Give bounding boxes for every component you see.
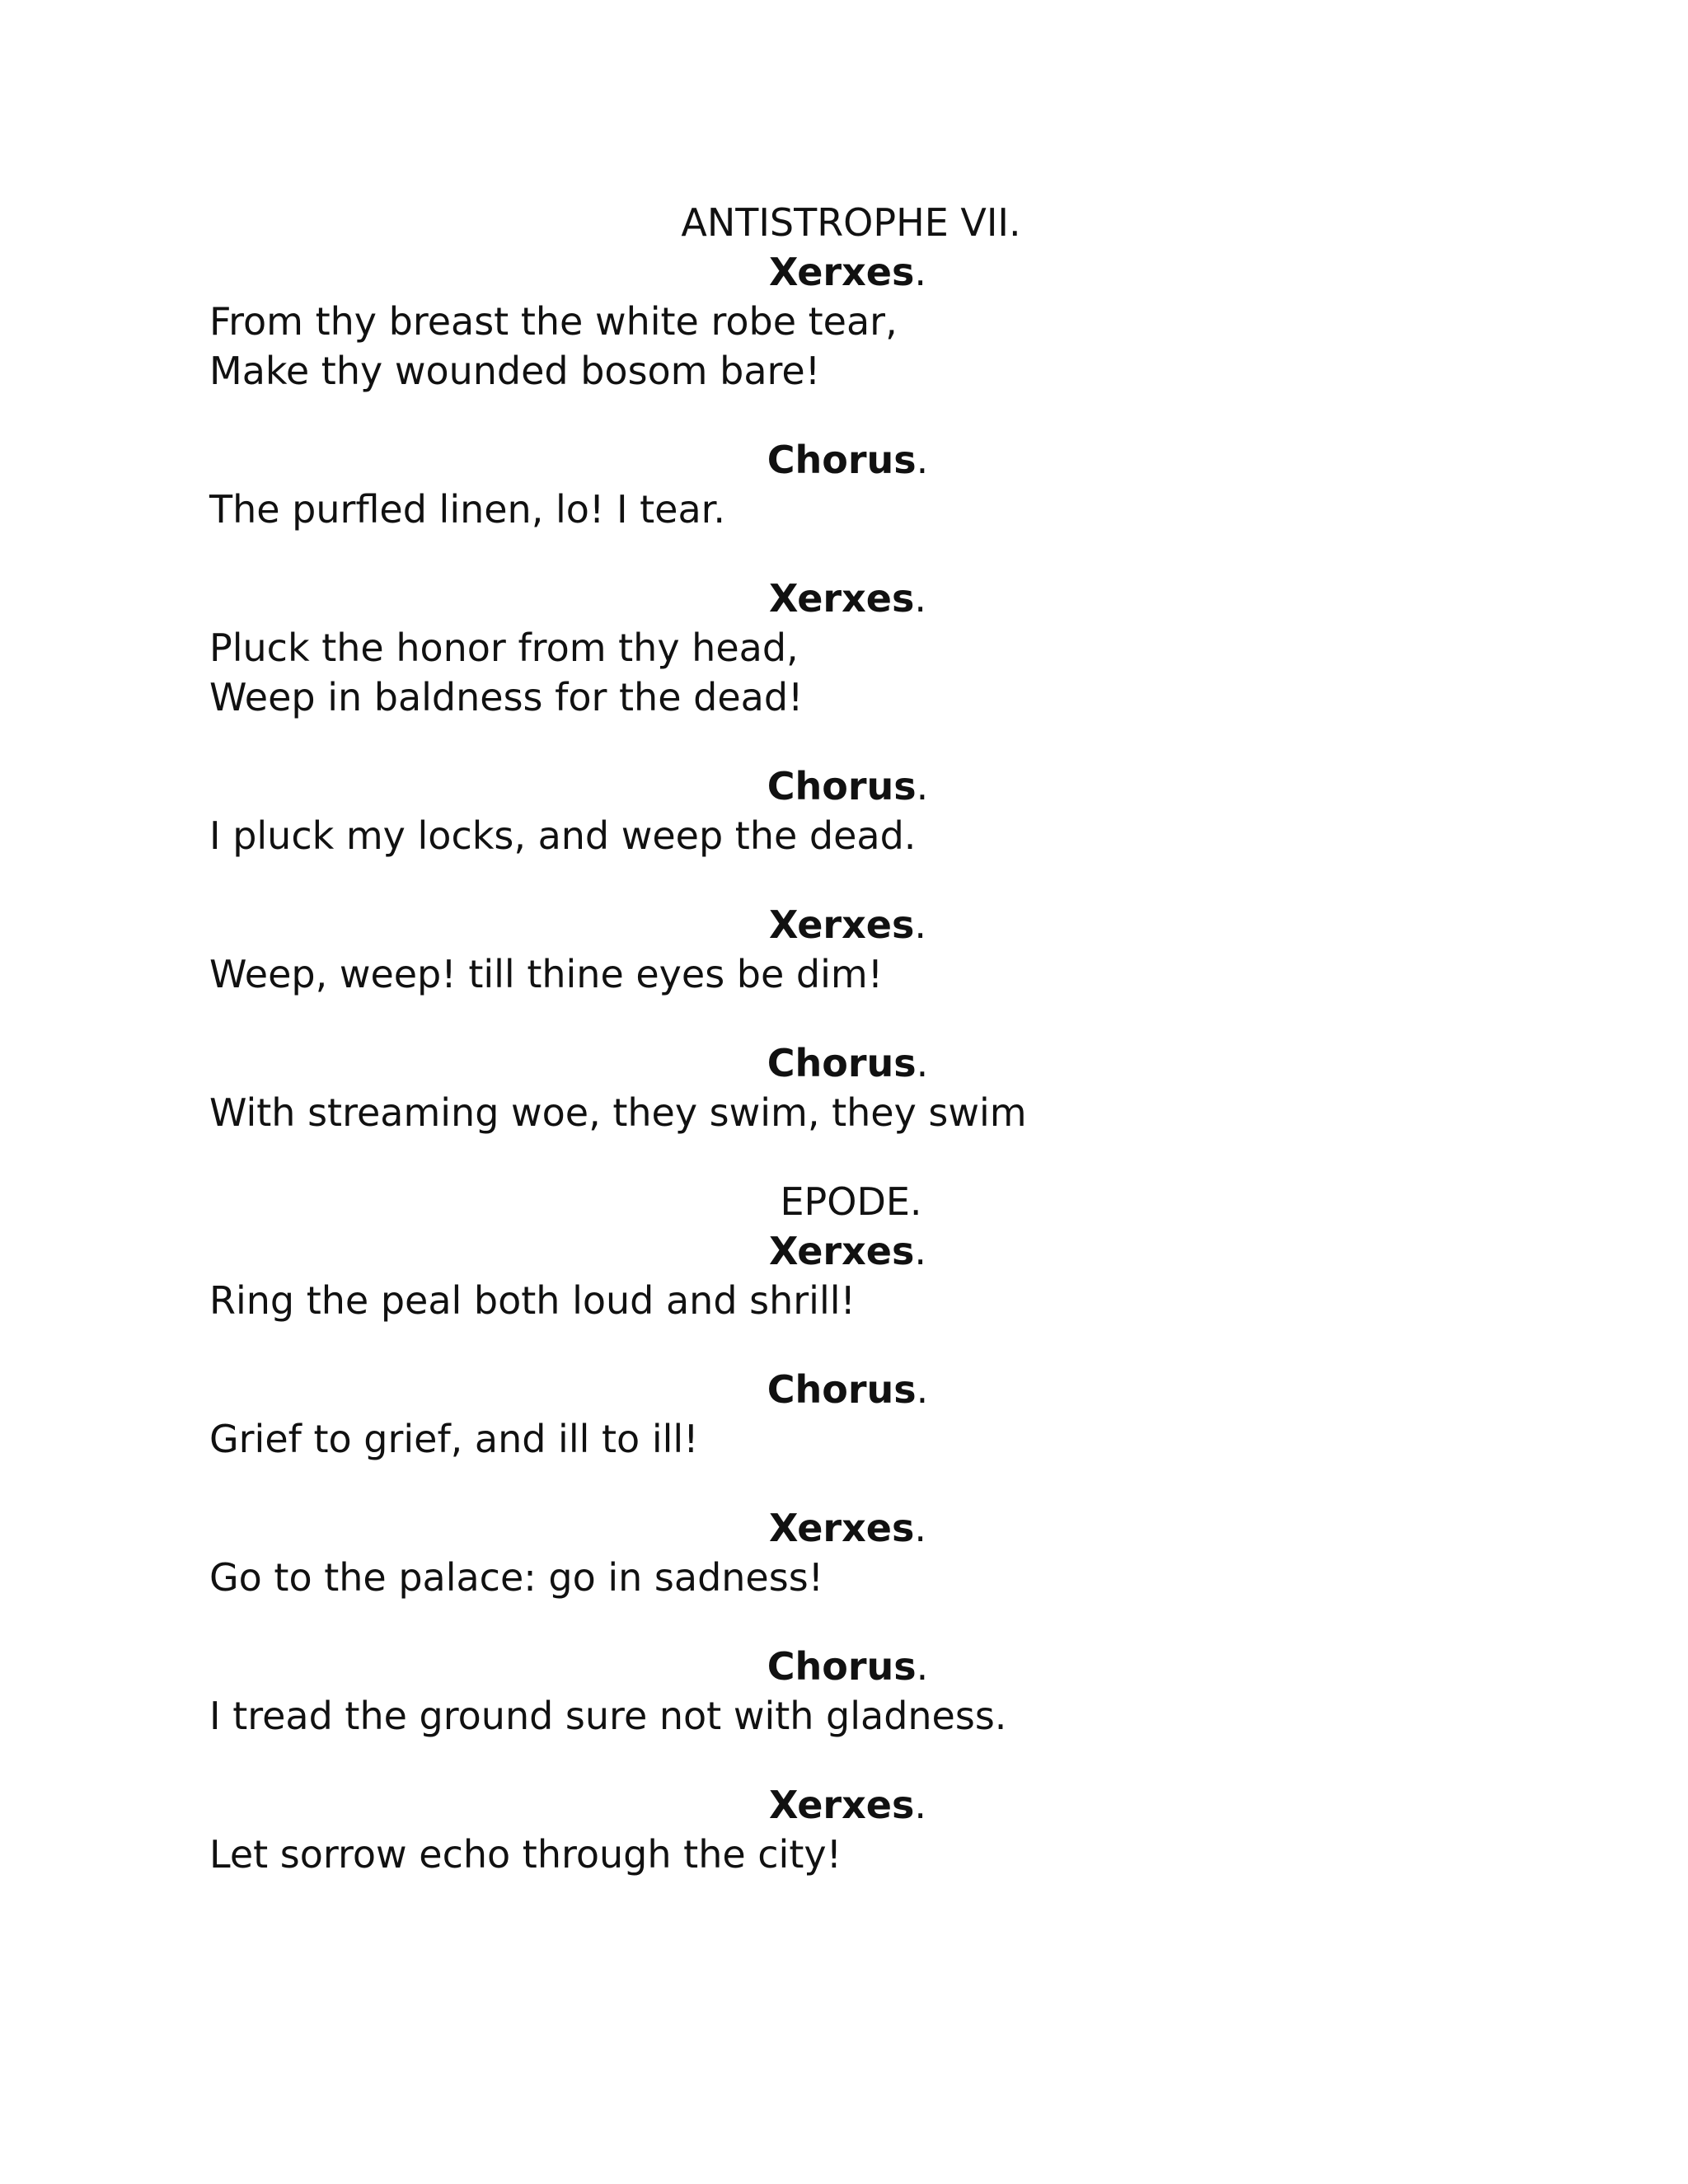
speaker-name: Xerxes. bbox=[769, 250, 926, 294]
verse-line: I tread the ground sure not with gladness. bbox=[209, 1694, 1007, 1738]
verse-line: Weep, weep! till thine eyes be dim! bbox=[209, 952, 884, 996]
verse-line: Let sorrow echo through the city! bbox=[209, 1832, 842, 1877]
speaker-name: Chorus. bbox=[767, 1644, 929, 1689]
speaker-name: Xerxes. bbox=[769, 1229, 926, 1273]
verse-line: I pluck my locks, and weep the dead. bbox=[209, 813, 917, 858]
speaker-name: Chorus. bbox=[767, 764, 929, 808]
speaker-name: Chorus. bbox=[767, 1367, 929, 1412]
speaker-name: Chorus. bbox=[767, 438, 929, 482]
verse-line: Grief to grief, and ill to ill! bbox=[209, 1417, 699, 1461]
verse-line: Weep in baldness for the dead! bbox=[209, 675, 804, 719]
verse-line: Go to the palace: go in sadness! bbox=[209, 1555, 824, 1600]
section-heading: ANTISTROPHE VII. bbox=[681, 200, 1021, 245]
verse-line: The purfled linen, lo! I tear. bbox=[209, 487, 725, 532]
verse-line: From thy breast the white robe tear, bbox=[209, 299, 898, 344]
verse-line: Pluck the honor from thy head, bbox=[209, 626, 799, 670]
verse-line: Make thy wounded bosom bare! bbox=[209, 349, 821, 393]
section-heading: EPODE. bbox=[780, 1179, 922, 1224]
speaker-name: Xerxes. bbox=[769, 1506, 926, 1550]
speaker-name: Xerxes. bbox=[769, 902, 926, 947]
speaker-name: Xerxes. bbox=[769, 576, 926, 621]
speaker-name: Chorus. bbox=[767, 1041, 929, 1085]
verse-line: Ring the peal both loud and shrill! bbox=[209, 1278, 856, 1323]
verse-line: With streaming woe, they swim, they swim bbox=[209, 1090, 1027, 1135]
speaker-name: Xerxes. bbox=[769, 1783, 926, 1827]
